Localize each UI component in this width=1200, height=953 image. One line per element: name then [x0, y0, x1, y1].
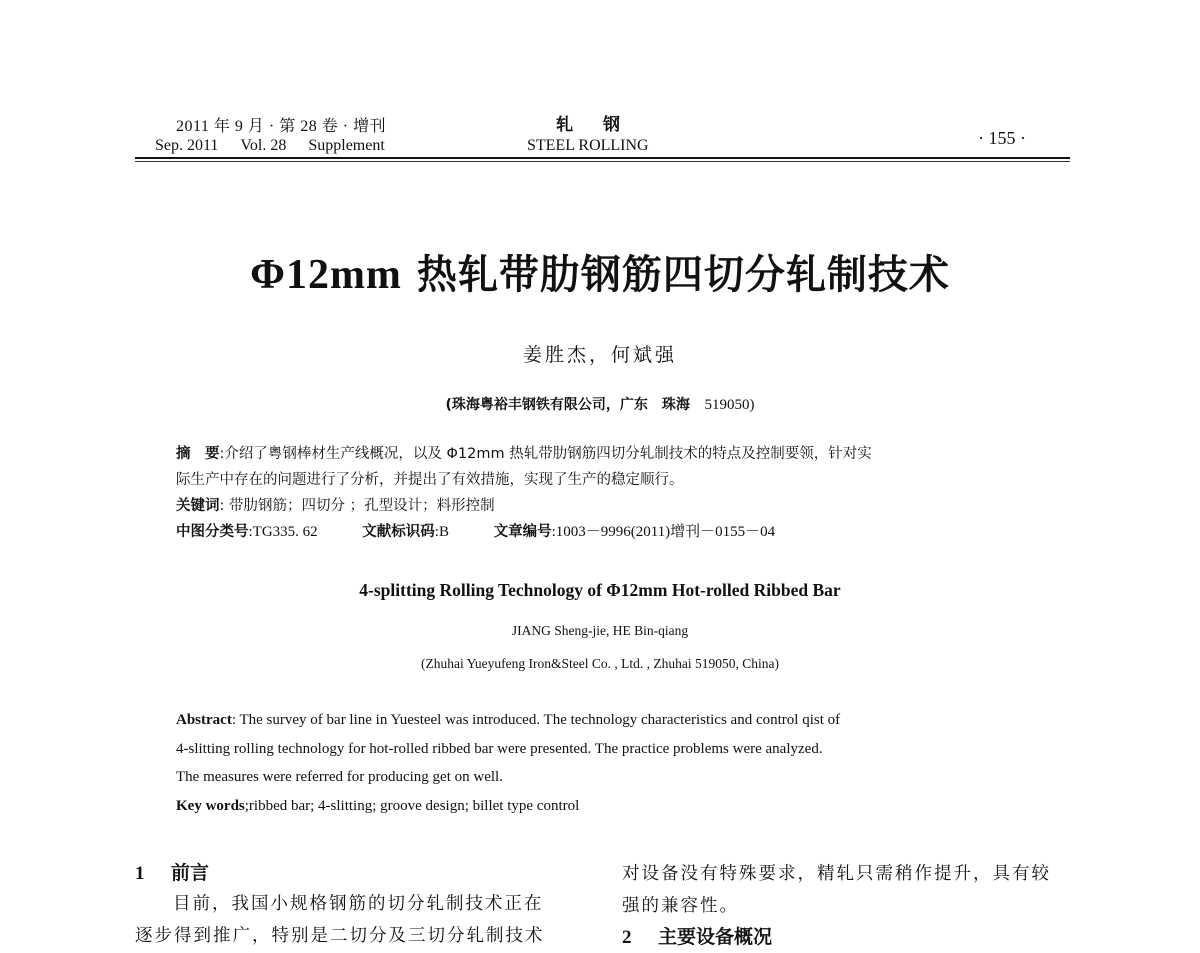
cn-keywords-label: 关键词 — [176, 498, 220, 514]
clc-value: :TG335. 62 — [248, 524, 318, 540]
journal-name-cn: 轧钢 — [556, 115, 650, 135]
title-text-cn: 热轧带肋钢筋四切分轧制技术 — [401, 252, 950, 298]
section-heading-1 — [135, 858, 585, 888]
section-title: 主要设备概况 — [658, 926, 773, 948]
en-abstract-label: Abstract — [176, 712, 232, 728]
cn-keywords-line — [176, 493, 1056, 519]
article-no-label: 文章编号 — [493, 524, 552, 540]
en-keywords-line — [176, 792, 1056, 821]
en-abstract-text-1: : The survey of bar line in Yuesteel was introduced. The technology characteristics and control qist of — [231, 712, 841, 728]
header-date-cn: 2011 年 9 月 · 第 28 卷 · 增刊 — [176, 118, 387, 135]
section-heading-2 — [622, 922, 1072, 952]
article-no-value: :1003－9996(2011)增刊－0155－04 — [551, 524, 776, 540]
affiliation-postcode: 519050) — [704, 397, 755, 413]
header-supplement-en: Supplement — [308, 137, 385, 154]
en-abstract-text-2: 4-slitting rolling technology for hot-rolled ribbed bar were presented. The practice problems were analyzed. — [176, 740, 823, 757]
header-issue-en — [155, 137, 407, 155]
cn-abstract-label: 摘 要 — [176, 446, 220, 462]
english-authors: JIANG Sheng-jie, HE Bin-qiang — [511, 623, 689, 638]
en-abstract-block — [176, 706, 1056, 820]
body-line: 目前，我国小规格钢筋的切分轧制技术正在 — [173, 894, 544, 914]
affiliation-cn — [0, 394, 1200, 414]
classification-line — [176, 519, 1056, 545]
body-line: 强的兼容性。 — [622, 896, 739, 916]
affiliation-name-cn: (珠海粤裕丰钢铁有限公司，广东 珠海 — [445, 397, 690, 413]
english-title: 4-splitting Rolling Technology of Φ12mm Hot-rolled Ribbed Bar — [359, 580, 841, 600]
header-rule — [135, 157, 1070, 159]
cn-abstract-line — [176, 467, 1056, 493]
english-affiliation: (Zhuhai Yueyufeng Iron&Steel Co. , Ltd. , Zhuhai 519050, China) — [421, 656, 779, 671]
en-abstract-line — [176, 763, 1056, 792]
en-abstract-line — [176, 706, 1056, 735]
article-title — [0, 243, 1200, 300]
cn-abstract-line — [176, 441, 1056, 467]
en-abstract-line — [176, 735, 1056, 764]
body-line: 逐步得到推广，特别是二切分及三切分轧制技术 — [135, 926, 545, 946]
cn-abstract-text-1: :介绍了粤钢棒材生产线概况，以及 Φ12mm 热轧带肋钢筋四切分轧制技术的特点及控制要领，针对实 — [219, 446, 872, 462]
cn-keywords: : 带肋钢筋；四切分 ；孔型设计；料形控制 — [219, 498, 495, 514]
en-abstract-text-3: The measures were referred for producing get on well. — [176, 769, 503, 785]
body-line: 对设备没有特殊要求，精轧只需稍作提升，具有较 — [622, 864, 1051, 884]
authors-cn: 姜胜杰，何斌强 — [522, 344, 677, 366]
clc-label: 中图分类号 — [176, 524, 249, 540]
header-date-en: Sep. 2011 — [155, 137, 219, 154]
doc-code-label: 文献标识码 — [362, 524, 435, 540]
section-title: 前言 — [171, 862, 210, 884]
body-right-column — [622, 858, 1072, 952]
title-diameter: Φ12mm — [250, 252, 402, 298]
section-number: 1 — [135, 863, 145, 884]
header-rule-thin — [135, 161, 1070, 162]
journal-name-en: STEEL ROLLING — [527, 137, 649, 154]
en-keywords-label: Key words — [176, 797, 245, 814]
cn-abstract-block — [176, 441, 1056, 545]
header-volume-en: Vol. 28 — [240, 137, 287, 154]
body-left-column — [135, 858, 585, 952]
doc-code-value: :B — [434, 524, 449, 540]
page-number: · 155 · — [978, 128, 1026, 148]
cn-abstract-text-2: 际生产中存在的问题进行了分析，并提出了有效措施，实现了生产的稳定顺行。 — [176, 472, 684, 488]
en-keywords: ;ribbed bar; 4-slitting; groove design; billet type control — [244, 797, 580, 814]
section-number: 2 — [622, 927, 632, 948]
